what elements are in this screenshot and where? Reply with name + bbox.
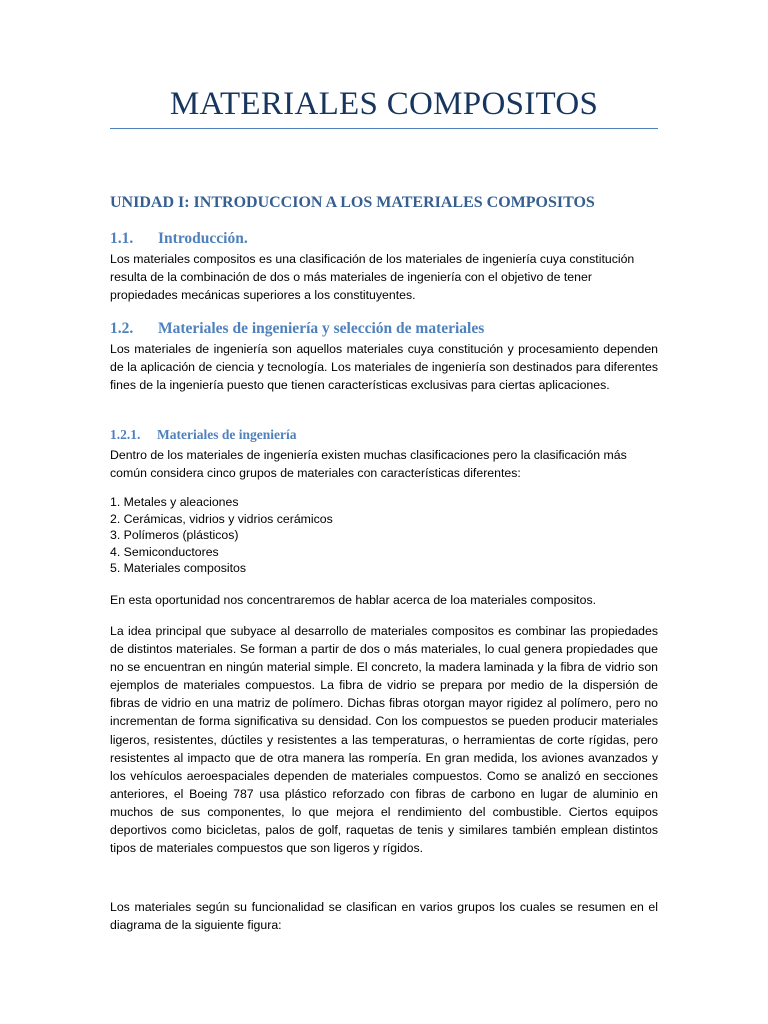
subsection-title: Materiales de ingeniería: [157, 427, 297, 442]
title-divider: [110, 128, 658, 129]
subsection-heading-materiales-ingenieria: [110, 427, 296, 443]
paragraph-classification: Los materiales según su funcionalidad se clasifican en varios grupos los cuales se resumen en el diagrama de la siguiente figura:: [110, 900, 658, 933]
section-number: 1.1.: [110, 230, 134, 247]
unit-heading: UNIDAD I: INTRODUCCION A LOS MATERIALES COMPOSITOS: [110, 194, 595, 211]
document-title: MATERIALES COMPOSITOS: [169, 86, 599, 122]
paragraph-main-idea: La idea principal que subyace al desarrollo de materiales compositos es combinar las propiedades de distintos materiales. Se forman a partir de dos o más materiales, lo cual genera propiedades que no se encuentran en ningún material simple. El concreto, la madera laminada y la fibra de vidrio son ejemplos de materiales compuestos. La fibra de vidrio se prepara por medio de la dispersión de fibras de vidrio en una matriz de polímero. Dichas fibras otorgan mayor rigidez al polímero, pero no incrementan de forma significativa su densidad. Con los compuestos se pueden producir materiales ligeros, resistentes, dúctiles y resistentes a las temperaturas, o herramientas de corte rígidas, pero resistentes al impacto que de otra manera las rompería. En gran medida, los aviones avanzados y los vehículos aeroespaciales dependen de materiales compuestos. Como se analizó en secciones anteriores, el Boeing 787 usa plástico reforzado con fibras de carbono en lugar de aluminio en muchos de sus componentes, lo que mejora el rendimiento del combustible. Ciertos equipos deportivos como bicicletas, palos de golf, raquetas de tenis y similares también emplean distintos tipos de materiales compuestos que son ligeros y rígidos.: [110, 624, 658, 856]
section-number: 1.2.: [110, 320, 134, 337]
section-title: Materiales de ingeniería y selección de materiales: [158, 320, 485, 337]
section-title: Introducción.: [158, 230, 248, 247]
subsection-body: Dentro de los materiales de ingeniería existen muchas clasificaciones pero la clasificación más común considera cinco grupos de materiales con características diferentes:: [110, 448, 627, 481]
list-item: 3. Polímeros (plásticos): [110, 528, 239, 543]
subsection-number: 1.2.1.: [110, 427, 141, 442]
section-body-materiales-ingenieria-seleccion: Los materiales de ingeniería son aquellos materiales cuya constitución y procesamiento dependen de la aplicación de ciencia y tecnología. Los materiales de ingeniería son destinados para diferentes fines de la ingeniería puesto que tienen características exclusivas para ciertas aplicaciones.: [110, 342, 658, 393]
section-heading-introduccion: [110, 230, 248, 248]
section-body-introduccion: Los materiales compositos es una clasificación de los materiales de ingeniería cuya constitución resulta de la combinación de dos o más materiales de ingeniería con el objetivo de tener propiedades mecánicas superiores a los constituyentes.: [110, 252, 635, 303]
material-groups-list: [110, 494, 658, 577]
list-item: 4. Semiconductores: [110, 544, 219, 559]
list-item: 2. Cerámicas, vidrios y vidrios cerámicos: [110, 511, 333, 526]
section-heading-materiales-ingenieria-seleccion: [110, 320, 484, 338]
paragraph-focus: En esta oportunidad nos concentraremos de hablar acerca de loa materiales compositos.: [110, 593, 597, 607]
list-item: 5. Materiales compositos: [110, 561, 247, 576]
list-item: 1. Metales y aleaciones: [110, 495, 239, 509]
